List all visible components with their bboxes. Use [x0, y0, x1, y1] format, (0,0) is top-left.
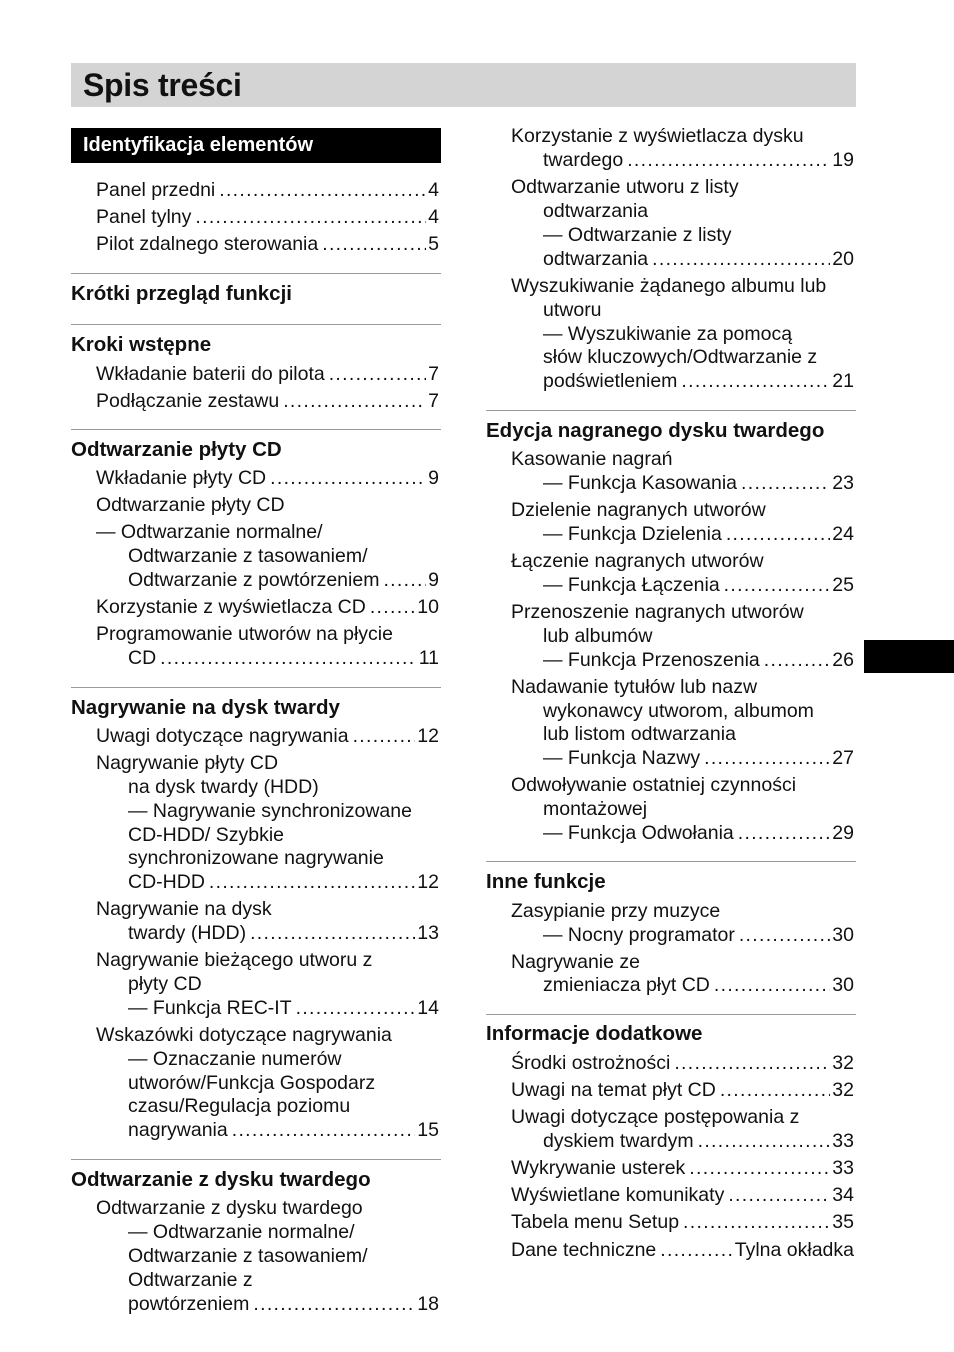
toc-entry-line[interactable]: czasu/Regulacja poziomu	[128, 1095, 351, 1117]
toc-entry[interactable]: twardego ..... 19	[543, 148, 854, 172]
toc-entry-line[interactable]: Wskazówki dotyczące nagrywania	[96, 1024, 392, 1046]
section-heading-nagrywanie-hdd[interactable]: Nagrywanie na dysk twardy	[71, 696, 340, 719]
toc-entry-line[interactable]: Zasypianie przy muzyce	[511, 900, 721, 922]
toc-entry[interactable]: Pilot zdalnego sterowania ..... 5	[96, 232, 439, 256]
divider	[71, 687, 441, 688]
toc-entry-line[interactable]: Odtwarzanie z tasowaniem/	[128, 1245, 368, 1267]
section-heading-odtwarzanie-cd[interactable]: Odtwarzanie płyty CD	[71, 438, 282, 461]
section-heading-edycja[interactable]: Edycja nagranego dysku twardego	[486, 419, 825, 442]
divider	[486, 410, 856, 411]
toc-entry-line[interactable]: odtwarzania	[543, 200, 649, 222]
toc-entry-line[interactable]: na dysk twardy (HDD)	[128, 776, 319, 798]
toc-entry-line[interactable]: Łączenie nagranych utworów	[511, 550, 764, 572]
toc-entry[interactable]: — Funkcja Dzielenia ..... 24	[543, 522, 854, 546]
toc-entry-line[interactable]: utworu	[543, 299, 602, 321]
toc-entry-line[interactable]: Odwoływanie ostatniej czynności	[511, 774, 797, 796]
toc-entry[interactable]: podświetleniem ..... 21	[543, 369, 854, 393]
section-heading-informacje[interactable]: Informacje dodatkowe	[486, 1022, 703, 1045]
toc-entry-line[interactable]: wykonawcy utworom, albumom	[543, 700, 814, 722]
toc-entry[interactable]: Panel przedni ..... 4	[96, 178, 439, 202]
toc-entry-line[interactable]: Nagrywanie na dysk	[96, 898, 272, 920]
divider	[71, 429, 441, 430]
page-title-bar	[71, 63, 856, 107]
toc-entry-line[interactable]: — Odtwarzanie normalne/	[128, 1221, 355, 1243]
toc-entry[interactable]: powtórzeniem ..... 18	[128, 1292, 439, 1316]
toc-entry[interactable]: Panel tylny ..... 4	[96, 205, 439, 229]
toc-entry-line[interactable]: Nadawanie tytułów lub nazw	[511, 676, 758, 698]
toc-entry[interactable]: Tabela menu Setup ..... 35	[511, 1210, 854, 1234]
toc-entry[interactable]: Dane techniczne ..... Tylna okładka	[511, 1238, 854, 1262]
toc-entry[interactable]: — Funkcja Przenoszenia ..... 26	[543, 648, 854, 672]
toc-entry[interactable]: Odtwarzanie z powtórzeniem ..... 9	[128, 568, 439, 592]
section-heading-identyfikacja[interactable]: Identyfikacja elementów	[71, 128, 441, 163]
toc-entry-line[interactable]: Przenoszenie nagranych utworów	[511, 601, 804, 623]
toc-entry-line[interactable]: słów kluczowych/Odtwarzanie z	[543, 346, 818, 368]
toc-entry[interactable]: — Funkcja REC-IT ..... 14	[128, 996, 439, 1020]
toc-entry-line[interactable]: CD-HDD/ Szybkie	[128, 824, 285, 846]
toc-entry-line[interactable]: Wyszukiwanie żądanego albumu lub	[511, 275, 827, 297]
toc-entry[interactable]: Uwagi dotyczące nagrywania ..... 12	[96, 724, 439, 748]
toc-entry-line[interactable]: Uwagi dotyczące postępowania z	[511, 1106, 800, 1128]
toc-entry-line[interactable]: Odtwarzanie utworu z listy	[511, 176, 739, 198]
toc-entry[interactable]: — Funkcja Odwołania ..... 29	[543, 821, 854, 845]
toc-entry[interactable]: Wkładanie płyty CD ..... 9	[96, 466, 439, 490]
toc-entry-line[interactable]: — Nagrywanie synchronizowane	[128, 800, 412, 822]
page-title: Spis treści	[83, 67, 242, 103]
toc-entry-line[interactable]: synchronizowane nagrywanie	[128, 847, 384, 869]
toc-entry-line[interactable]: płyty CD	[128, 973, 202, 995]
divider	[71, 1159, 441, 1160]
toc-entry[interactable]: — Funkcja Nazwy ..... 27	[543, 746, 854, 770]
toc-entry-line[interactable]: Nagrywanie bieżącego utworu z	[96, 949, 373, 971]
toc-entry-line[interactable]: Programowanie utworów na płycie	[96, 623, 393, 645]
toc-entry[interactable]: Środki ostrożności ..... 32	[511, 1051, 854, 1075]
toc-entry-line[interactable]: — Odtwarzanie z listy	[543, 224, 732, 246]
toc-entry[interactable]: — Funkcja Łączenia ..... 25	[543, 573, 854, 597]
divider	[71, 324, 441, 325]
toc-entry[interactable]: — Nocny programator ..... 30	[543, 923, 854, 947]
divider	[486, 1014, 856, 1015]
toc-entry-line[interactable]: — Oznaczanie numerów	[128, 1048, 342, 1070]
toc-entry-line[interactable]: Odtwarzanie z tasowaniem/	[128, 545, 368, 567]
toc-entry[interactable]: odtwarzania ..... 20	[543, 247, 854, 271]
toc-entry-line[interactable]: Kasowanie nagrań	[511, 448, 673, 470]
section-heading-krotki-przeglad[interactable]: Krótki przegląd funkcji	[71, 282, 292, 305]
toc-entry[interactable]: Wykrywanie usterek ..... 33	[511, 1156, 854, 1180]
toc-entry[interactable]: Wyświetlane komunikaty ..... 34	[511, 1183, 854, 1207]
toc-entry-line[interactable]: montażowej	[543, 798, 648, 820]
toc-entry[interactable]: Podłączanie zestawu ..... 7	[96, 389, 439, 413]
toc-entry[interactable]: zmieniacza płyt CD ..... 30	[543, 973, 854, 997]
toc-entry[interactable]: CD ..... 11	[128, 646, 439, 670]
divider	[486, 861, 856, 862]
toc-entry-line[interactable]: Nagrywanie ze	[511, 951, 640, 973]
toc-entry-line[interactable]: lub listom odtwarzania	[543, 723, 736, 745]
toc-entry-line[interactable]: Korzystanie z wyświetlacza dysku	[511, 125, 804, 147]
toc-entry-line[interactable]: utworów/Funkcja Gospodarz	[128, 1072, 376, 1094]
section-heading-inne-funkcje[interactable]: Inne funkcje	[486, 870, 606, 893]
toc-entry[interactable]: Wkładanie baterii do pilota ..... 7	[96, 362, 439, 386]
toc-entry-line[interactable]: Odtwarzanie płyty CD	[96, 494, 285, 516]
section-heading-kroki-wstepne[interactable]: Kroki wstępne	[71, 333, 212, 356]
section-heading-odtwarzanie-hdd[interactable]: Odtwarzanie z dysku twardego	[71, 1168, 371, 1191]
chapter-tab-marker	[864, 640, 954, 673]
toc-entry-line[interactable]: — Odtwarzanie normalne/	[96, 521, 323, 543]
toc-entry[interactable]: dyskiem twardym ..... 33	[543, 1129, 854, 1153]
toc-entry-line[interactable]: Odtwarzanie z	[128, 1269, 253, 1291]
toc-entry-line[interactable]: Nagrywanie płyty CD	[96, 752, 279, 774]
toc-entry[interactable]: twardy (HDD) ..... 13	[128, 921, 439, 945]
divider	[71, 273, 441, 274]
toc-entry-line[interactable]: Odtwarzanie z dysku twardego	[96, 1197, 363, 1219]
toc-entry[interactable]: Korzystanie z wyświetlacza CD ..... 10	[96, 595, 439, 619]
toc-entry[interactable]: CD-HDD ..... 12	[128, 870, 439, 894]
toc-entry-line[interactable]: Dzielenie nagranych utworów	[511, 499, 766, 521]
toc-entry-line[interactable]: — Wyszukiwanie za pomocą	[543, 323, 793, 345]
toc-entry[interactable]: nagrywania ..... 15	[128, 1118, 439, 1142]
toc-entry-line[interactable]: lub albumów	[543, 625, 653, 647]
toc-entry[interactable]: Uwagi na temat płyt CD ..... 32	[511, 1078, 854, 1102]
toc-entry[interactable]: — Funkcja Kasowania ..... 23	[543, 471, 854, 495]
